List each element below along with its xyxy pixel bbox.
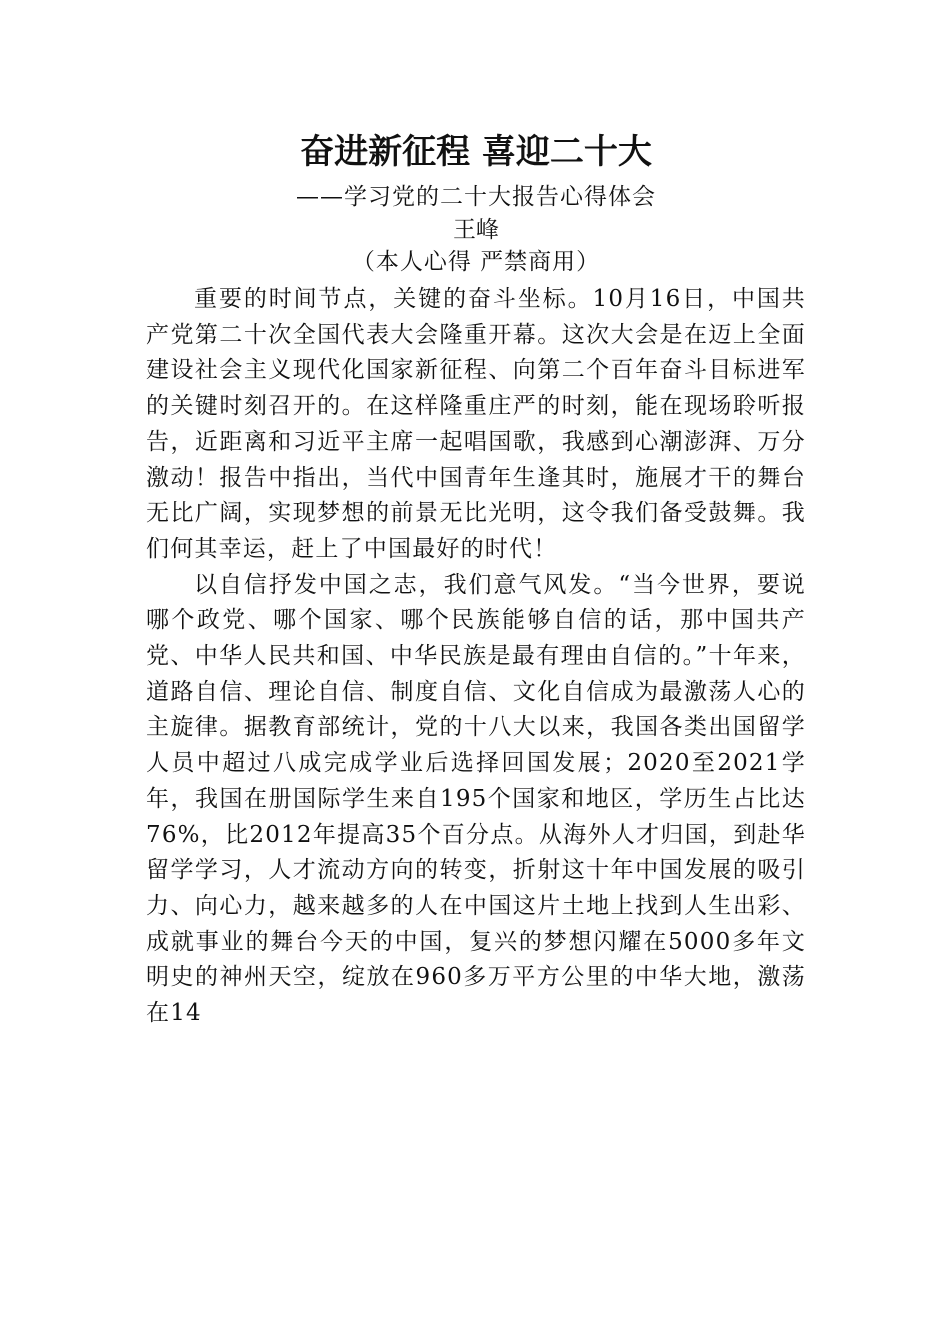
document-subtitle: ——学习党的二十大报告心得体会 <box>296 184 656 210</box>
document-title: 奋进新征程 喜迎二十大 <box>300 132 652 172</box>
document-page <box>146 128 806 1032</box>
body-paragraph-2: 以自信抒发中国之志，我们意气风发。“当今世界，要说哪个政党、哪个国家、哪个民族能够自信的话，那中国共产党、中华人民共和国、中华民族是最有理由自信的。”十年来，道路自信、理论自信、制度自信、文化自信成为最激荡人心的主旋律。据教育部统计，党的十八大以来，我国各类出国留学人员中超过八成完成学业后选择回国发展；2020至2021学年，我国在册国际学生来自195个国家和地区，学历生占比达76%，比2012年提高35个百分点。从海外人才归国，到赴华留学学习，人才流动方向的转变，折射这十年中国发展的吸引力、向心力，越来越多的人在中国这片土地上找到人生出彩、成就事业的舞台今天的中国，复兴的梦想闪耀在5000多年文明史的神州天空，绽放在960多万平方公里的中华大地，激荡在14 <box>146 571 806 1027</box>
body-paragraph-1: 重要的时间节点，关键的奋斗坐标。10月16日，中国共产党第二十次全国代表大会隆重开幕。这次大会是在迈上全面建设社会主义现代化国家新征程、向第二个百年奋斗目标进军的关键时刻召开的。在这样隆重庄严的时刻，能在现场聆听报告，近距离和习近平主席一起唱国歌，我感到心潮澎湃、万分激动！报告中指出，当代中国青年生逢其时，施展才干的舞台无比广阔，实现梦想的前景无比光明，这令我们备受鼓舞。我们何其幸运，赶上了中国最好的时代！ <box>146 286 806 562</box>
document-author: 王峰 <box>453 217 499 243</box>
usage-note: （本人心得 严禁商用） <box>351 249 601 275</box>
